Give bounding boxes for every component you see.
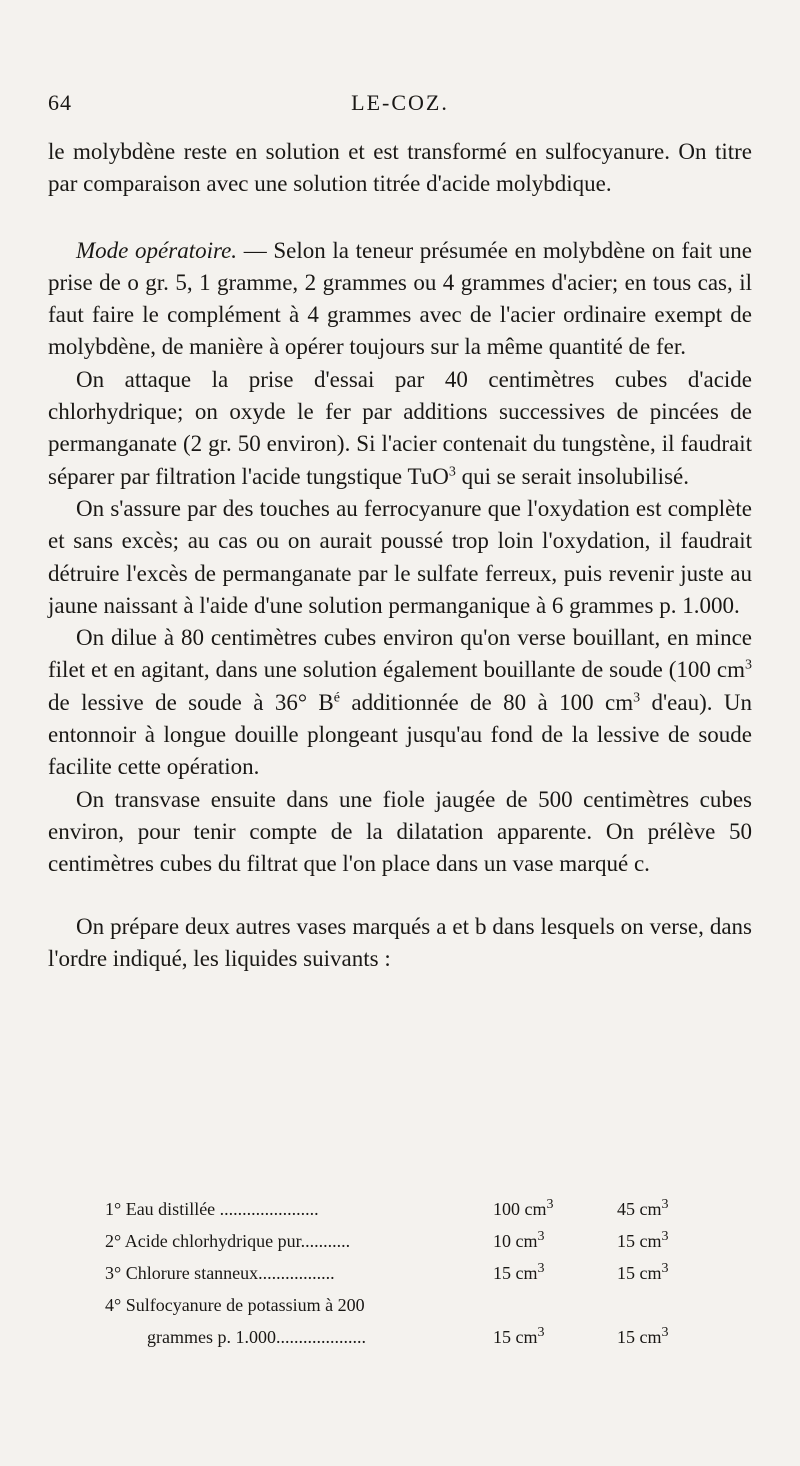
vase-b-value (617, 1263, 669, 1284)
superscript: é (333, 690, 340, 706)
body-text (48, 136, 752, 975)
paragraph (48, 622, 752, 783)
row-label: 2° Acide chlorhydrique pur........... (105, 1231, 351, 1251)
page-number: 64 (48, 90, 72, 115)
superscript: 3 (448, 464, 456, 480)
superscript: 3 (661, 1197, 669, 1212)
paragraph (48, 364, 752, 493)
row-label: 1° Eau distillée ...................... (105, 1199, 319, 1219)
vase-b-value (617, 1199, 669, 1220)
paragraph-text: de lessive de soude à 36° B (48, 689, 334, 715)
value-text: 15 cm (617, 1263, 662, 1283)
superscript: 3 (546, 1197, 554, 1212)
running-head: LE-COZ. (351, 90, 449, 115)
vase-a-value (493, 1263, 545, 1284)
value-text: 45 cm (617, 1199, 662, 1219)
vase-a-value (493, 1231, 545, 1252)
paragraph-text: additionnée de 80 à 100 cm (339, 689, 634, 715)
table-row (105, 1263, 765, 1295)
table-row (105, 1231, 765, 1263)
superscript: 3 (745, 657, 752, 673)
row-label: 3° Chlorure stanneux................. (105, 1263, 335, 1283)
value-text: 15 cm (617, 1231, 662, 1251)
superscript: 3 (661, 1261, 669, 1276)
superscript: 3 (537, 1261, 545, 1276)
superscript: 3 (537, 1229, 545, 1244)
page-header (48, 90, 752, 120)
paragraph (48, 235, 752, 364)
paragraph-text: On dilue à 80 centimètres cubes environ qu'on verse bouillant, en mince filet et en agitant, dans une solution également bouillante de soude (100 cm (48, 625, 752, 683)
superscript: 3 (661, 1325, 669, 1340)
paragraph-text: d'eau). Un entonnoir à longue douille plongeant jusqu'au fond de la lessive de soude facilite cette opération. (48, 689, 752, 780)
value-text: 15 cm (493, 1263, 538, 1283)
row-label: 4° Sulfocyanure de potassium à 200 (105, 1295, 365, 1315)
paragraph: On s'assure par des touches au ferrocyanure que l'oxydation est complète et sans excès; au cas ou on aurait poussé trop loin l'oxydation, il faudrait détruire l'excès de permanganate par le sulfate ferreux, puis revenir juste au jaune naissant à l'aide d'une solution permanganique à 6 grammes p. 1.000. (48, 495, 752, 618)
paragraph-lead: Mode opératoire. (76, 237, 238, 263)
paragraph-gap (48, 201, 752, 235)
value-text: 100 cm (493, 1199, 547, 1219)
value-text: 10 cm (493, 1231, 538, 1251)
paragraph-text: — Selon la teneur présumée en molybdène on fait une prise de o gr. 5, 1 gramme, 2 grammes ou 4 grammes d'acier; en tous cas, il faut faire le complément à 4 grammes avec de l'acier ordinaire exempt de molybdène, de manière à opérer toujours sur la même quantité de fer. (48, 237, 752, 360)
superscript: 3 (633, 690, 641, 706)
paragraph: le molybdène reste en solution et est transformé en sulfocyanure. On titre par comparaison avec une solution titrée d'acide molybdique. (48, 139, 752, 197)
vase-b-value (617, 1231, 669, 1252)
vase-a-value (493, 1199, 554, 1220)
superscript: 3 (661, 1229, 669, 1244)
table-row (105, 1199, 765, 1231)
vase-a-value (493, 1327, 545, 1348)
row-label-continuation: grammes p. 1.000.................... (147, 1327, 366, 1347)
superscript: 3 (537, 1325, 545, 1340)
table-row (105, 1295, 765, 1327)
paragraph: On prépare deux autres vases marqués a et b dans lesquels on verse, dans l'ordre indiqué, les liquides suivants : (48, 913, 752, 971)
value-text: 15 cm (617, 1327, 662, 1347)
table-row (105, 1327, 765, 1361)
vase-b-value (617, 1327, 669, 1348)
paragraph-text: qui se serait insolubilisé. (455, 463, 689, 489)
paragraph-gap (48, 881, 752, 911)
reagent-table (105, 1199, 765, 1361)
paragraph: On transvase ensuite dans une fiole jaugée de 500 centimètres cubes environ, pour tenir compte de la dilatation apparente. On prélève 50 centimètres cubes du filtrat que l'on place dans un vase marqué c. (48, 786, 752, 877)
value-text: 15 cm (493, 1327, 538, 1347)
paragraph-text: On attaque la prise d'essai par 40 centimètres cubes d'acide chlorhydrique; on oxyde le fer par additions successives de pincées de permanganate (2 gr. 50 environ). Si l'acier contenait du tungstène, il faudrait séparer par filtration l'acide tungstique TuO (48, 366, 752, 489)
